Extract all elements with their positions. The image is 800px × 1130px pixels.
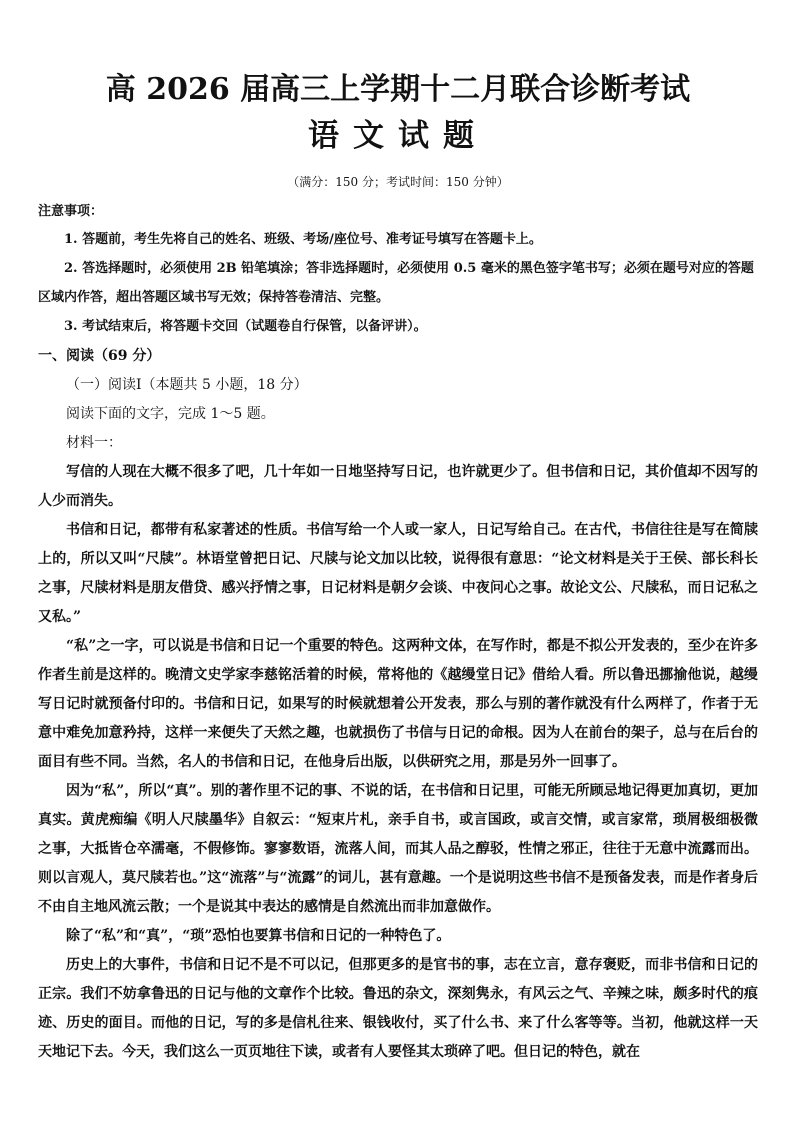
passage-paragraph-1: 写信的人现在大概不很多了吧，几十年如一日地坚持写日记，也许就更少了。但书信和日记，其价值却不因写的人少而消失。 [38,464,758,509]
notice-item-1: 1. 答题前，考生先将自己的姓名、班级、考场/座位号、准考证号填写在答题卡上。 [64,232,542,247]
notice-item-3: 3. 考试结束后，将答题卡交回（试题卷自行保管，以备评讲）。 [64,319,427,334]
section-heading: 一、阅读（69 分） [38,348,161,364]
notice-heading: 注意事项： [38,204,104,219]
passage-paragraph-4: 因为“私”，所以“真”。别的著作里不记的事、不说的话，在书信和日记里，可能无所顾忌地记得更加真切，更加真实。黄虎痴编《明人尺牍墨华》自叙云：“短束片札，亲手自书，或言国政，或言交情，或言家常，琐屑极细极微之事，大抵皆仓卒濡毫，不假修饰。寥寥数语，流落人间，而其人品之醇驳，性情之邪正，往往于无意中流露而出。则以言观人，莫尺牍若也。”这“流落”与“流露”的词儿，甚有意趣。一个是说明这些书信不是预备发表，而是作者身后不由自主地风流云散；一个是说其中表达的感情是自然流出而非加意做作。 [38,783,758,915]
passage-paragraph-2: 书信和日记，都带有私家著述的性质。书信写给一个人或一家人，日记写给自己。在古代，书信往往是写在简牍上的，所以又叫“尺牍”。林语堂曾把日记、尺牍与论文加以比较，说得很有意思：“论文材料是关于王侯、部长科长之事，尺牍材料是朋友借贷、感兴抒情之事，日记材料是朝夕会谈、中夜问心之事。故论文公、尺牍私，而日记私之又私。” [38,522,758,625]
exam-title: 高 2026 届高三上学期十二月联合诊断考试 [105,72,691,107]
notice-item-2: 2. 答选择题时，必须使用 2B 铅笔填涂；答非选择题时，必须使用 0.5 毫米的黑色签字笔书写；必须在题号对应的答题区域内作答，超出答题区域书写无效；保持答卷清洁、完整。 [38,261,754,305]
part-heading: （一）阅读Ⅰ（本题共 5 小题，18 分） [66,377,308,393]
passage-paragraph-3: “私”之一字，可以说是书信和日记一个重要的特色。这两种文体，在写作时，都是不拟公开发表的，至少在许多作者生前是这样的。晚清文史学家李慈铭活着的时候，常将他的《越缦堂日记》借给人看。所以鲁迅挪揄他说，越缦写日记时就预备付印的。书信和日记，如果写的时候就想着公开发表，那么与别的著作就没有什么两样了，作者于无意中难免加意矜持，这样一来便失了天然之趣，也就损伤了书信与日记的命根。因为人在前台的架子，总与在后台的面目有些不同。当然，名人的书信和日记，在他身后出版，以供研究之用，那是另外一回事了。 [38,638,758,770]
reading-instruction: 阅读下面的文字，完成 1～5 题。 [66,406,275,422]
passage-paragraph-6: 历史上的大事件，书信和日记不是不可以记，但那更多的是官书的事，志在立言，意存褒贬，而非书信和日记的正宗。我们不妨拿鲁迅的日记与他的文章作个比较。鲁迅的杂文，深刻隽永，有风云之气、辛辣之味，颇多时代的痕迹、历史的面目。而他的日记，写的多是信札往来、银钱收付，买了什么书、来了什么客等等。当初，他就这样一天天地记下去。今天，我们这么一页页地往下读，或者有人要怪其太琐碎了吧。但日记的特色，就在 [38,957,758,1060]
exam-subject: 语文试题 [308,118,488,154]
passage-paragraph-5: 除了“私”和“真”，“琐”恐怕也要算书信和日记的一种特色了。 [66,928,451,944]
exam-meta: （满分：150 分；考试时间：150 分钟） [287,175,509,189]
material-label: 材料一： [66,435,122,451]
